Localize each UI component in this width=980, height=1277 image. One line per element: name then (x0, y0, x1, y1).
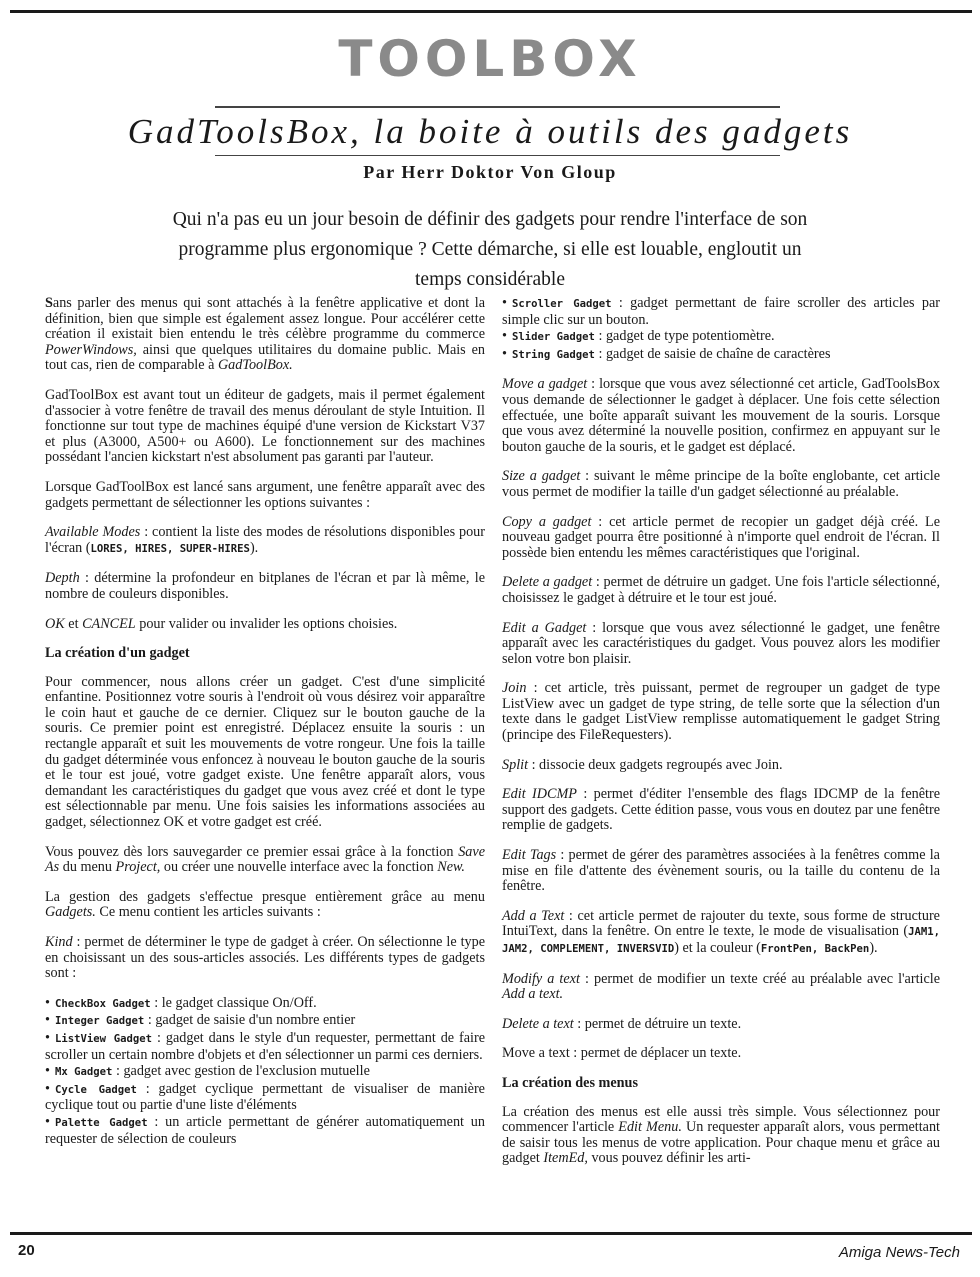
code: ListView Gadget (55, 1032, 153, 1045)
item-join (502, 681, 940, 743)
text: pour valider ou invalider les options choisies. (135, 615, 398, 632)
text: : permet de déterminer le type de gadget à créer. On sélectionne le type en choisissant un des sous-articles associés. Les différents types de gadgets sont : (45, 934, 485, 982)
item-edit-idcmp (502, 787, 940, 834)
text: ). (869, 940, 878, 956)
byline: Par Herr Doktor Von Gloup (363, 162, 617, 182)
text: Vous pouvez dès lors sauvegarder ce premier essai grâce à la fonction (45, 843, 459, 860)
magazine-name: Amiga News-Tech (838, 1244, 960, 1261)
code: JAM1, JAM2, COMPLEMENT, INVERSVID (502, 926, 940, 955)
text: : gadget permettant de faire scroller des articles par simple clic sur un bouton. (502, 295, 940, 328)
text: : lorsque que vous avez sélectionné le gadget, une fenêtre apparaît avec les caractéristiques du gadget. Vous pouvez alors les modifier selon votre bon plaisir. (502, 619, 940, 667)
term: Depth (45, 570, 80, 587)
bullet-icon: • (45, 1029, 50, 1046)
bullet-icon: • (502, 345, 507, 362)
code: CheckBox Gadget (55, 997, 151, 1010)
list-item (45, 1064, 485, 1081)
term: Delete a text (502, 1015, 574, 1032)
section-title: TOOLBOX (338, 30, 642, 88)
text: : gadget dans le style d'un requester, permettant de faire scroller un certain nombre d'objets et d'en sélectionner un parmi ces derniers. (45, 1029, 485, 1063)
text-italic: Save As (45, 843, 485, 876)
term: Available Modes (45, 524, 141, 541)
paragraph (45, 845, 485, 876)
text: : gadget de type potentiomètre. (594, 328, 775, 345)
bottom-rule (10, 1232, 972, 1235)
text-italic: Project, (115, 859, 161, 876)
text: Un requester apparaît alors, vous permettant de saisir tous les menus de votre application. Pour chaque menu et grâce au gadget (502, 1119, 940, 1167)
term: Split (502, 756, 529, 773)
bullet-icon: • (45, 1080, 50, 1097)
subheading: La création d'un gadget (45, 645, 190, 662)
text-italic: Gadgets. (45, 904, 96, 921)
text: : gadget de saisie d'un nombre entier (144, 1012, 356, 1029)
item-modify-text (502, 972, 940, 1003)
text: : détermine la profondeur en bitplanes de l'écran et par là même, le nombre de couleurs disponibles. (45, 570, 485, 602)
item-split (502, 758, 940, 774)
option-ok-cancel (45, 617, 485, 633)
code: LORES, HIRES, SUPER-HIRES (90, 542, 250, 555)
gadget-type-list-continued (502, 296, 940, 363)
text: : lorsque que vous avez sélectionné cet article, GadToolsBox vous demande de sélectionner le gadget à déplacer. Une fois cette sélection effectuée, une boîte apparaît suivant les mouvement de la souris. Lorsque que vous avez déterminé la nouvelle position, confirmez en appuyant sur le bouton gauche de la souris, et le gadget est déplacé. (502, 376, 940, 455)
text: : permet de gérer des paramètres associées à la fenêtres comme la mise en file d'attente des évènement souris, ou la taille du contenu de la fenêtre. (502, 847, 940, 895)
item-edit-gadget (502, 621, 940, 668)
code: Slider Gadget (512, 331, 595, 344)
term: CANCEL (82, 615, 136, 632)
text: : permet de détruire un gadget. Une fois l'article sélectionné, choisissez le gadget à détruire et le tour est joué. (502, 574, 940, 606)
text: : permet de modifier un texte créé au préalable avec l'article (579, 970, 941, 987)
text: ) et la couleur ( (674, 940, 761, 956)
term: OK (45, 615, 65, 632)
bullet-icon: • (45, 994, 50, 1011)
text: : permet de détruire un texte. (573, 1015, 742, 1032)
code: Cycle Gadget (55, 1083, 137, 1096)
text-italic: New. (437, 859, 465, 876)
text-italic: ItemEd, (543, 1150, 588, 1167)
term: Delete a gadget (502, 574, 593, 591)
text: : gadget avec gestion de l'exclusion mutuelle (112, 1063, 370, 1080)
text: La gestion des gadgets s'effectue presque entièrement grâce au menu (45, 888, 485, 905)
item-move-gadget (502, 377, 940, 455)
text: : cet article permet de recopier un gadget déjà créé. Le nouveau gadget pourra être positionné à n'importe quel endroit de l'écran. Il possède bien entendu les mêmes caractéristiques que l'original. (502, 513, 941, 561)
term: Edit Tags (502, 847, 557, 864)
text: : gadget cyclique permettant de visualiser de manière cyclique tout ou partie d'une liste d'éléments (45, 1080, 485, 1114)
term: Edit IDCMP (502, 786, 577, 803)
option-depth (45, 571, 485, 602)
text: ou créer une nouvelle interface avec la fonction (160, 859, 438, 876)
list-item (45, 1115, 485, 1147)
bullet-icon: • (502, 295, 507, 311)
bullet-icon: • (502, 328, 507, 345)
intro-paragraph (45, 296, 485, 374)
term: Copy a gadget (502, 513, 592, 530)
text: : contient la liste des modes de résolutions disponibles pour l'écran ( (45, 524, 485, 556)
item-delete-gadget (502, 575, 940, 606)
text: : un article permettant de générer automatiquement un requester de sélection de couleurs (45, 1113, 485, 1147)
text: : dissocie deux gadgets regroupés avec Join. (528, 756, 783, 773)
paragraph: Pour commencer, nous allons créer un gadget. C'est d'une simplicité enfantine. Positionnez votre souris à l'endroit où vous désirez voir apparaître le coin haut et gauche de ce dernier. Cliquez sur le bouton gauche de la souris. Ce premier point est enregistré. Déplacez ensuite la souris : un rectangle apparaît et suit les mouvements de votre rongeur. Une fois la taille du gadget déterminée vous enfoncez à nouveau le bouton gauche de la souris et le tour est joué, votre gadget existe. Une fenêtre apparaît alors, vous demandant les caractéristiques du gadget que vous avez créé et dont le type est sélectionnable par menu. Une fois saisies les informations associées au gadget, sélectionnez OK et votre gadget est créé. (45, 673, 485, 831)
gadget-type-list (45, 996, 485, 1147)
option-available-modes (45, 525, 485, 557)
bullet-icon: • (45, 1012, 50, 1029)
paragraph (502, 1105, 940, 1167)
text: : le gadget classique On/Off. (150, 994, 317, 1011)
text: ainsi que quelques utilitaires du domaine public. Mais en tout cas, rien de comparable à (45, 341, 485, 374)
term: Modify a text (502, 970, 580, 987)
code: FrontPen, BackPen (760, 943, 870, 955)
paragraph: GadToolBox est avant tout un éditeur de gadgets, mais il permet également d'associer à votre fenêtre de travail des menus déroulant de style Intuition. Il fonctionne sur tout type de machines équipé d'une version de Kickstart V37 et plus (A3000, A500+ ou A600). Le fonctionnement sur des machines possédant l'ancien kickstart n'est absolument pas garanti par l'auteur. (45, 386, 485, 466)
term: Edit a Gadget (502, 619, 587, 636)
paragraph: Lorsque GadToolBox est lancé sans argument, une fenêtre apparaît avec des gadgets permettant de sélectionner les options suivantes : (45, 478, 485, 511)
paragraph (45, 890, 485, 921)
list-item (502, 347, 940, 364)
code: String Gadget (512, 348, 595, 361)
drop-cap: S (45, 295, 53, 311)
text: La création des menus est elle aussi très simple. Vous sélectionnez pour commencer l'article (502, 1103, 940, 1136)
item-kind (45, 935, 485, 982)
term: Add a Text (502, 907, 565, 924)
subheading: La création des menus (502, 1074, 638, 1091)
code: Mx Gadget (55, 1066, 113, 1079)
text: : gadget de saisie de chaîne de caractères (594, 345, 831, 362)
right-column (502, 296, 940, 1181)
bullet-icon: • (45, 1113, 50, 1130)
item-move-text: Move a text : permet de déplacer un texte. (502, 1045, 742, 1062)
list-item (45, 996, 485, 1013)
term: Add a text. (502, 986, 564, 1003)
text-italic: GadToolBox. (217, 357, 293, 374)
article-title: GadToolsBox, la boite à outils des gadgets (127, 112, 853, 151)
text: vous pouvez définir les arti- (587, 1150, 751, 1167)
list-item (502, 296, 940, 328)
item-copy-gadget (502, 515, 940, 562)
text: du menu (59, 859, 116, 876)
list-item (502, 329, 940, 346)
top-rule (10, 10, 972, 13)
text: ans parler des menus qui sont attachés à la fenêtre applicative et dont la définition, bien que simple est également assez longue. Pour accélérer cette création il existait bien entendu le très célèbre programme du commerce (45, 295, 485, 343)
item-delete-text (502, 1017, 940, 1033)
item-size-gadget (502, 469, 940, 500)
text: Ce menu contient les articles suivants : (95, 904, 321, 921)
left-column (45, 296, 485, 1161)
code: Scroller Gadget (512, 298, 612, 310)
code: Palette Gadget (55, 1116, 148, 1129)
list-item (45, 1031, 485, 1063)
term: Kind (45, 934, 73, 950)
text: : cet article permet de rajouter du texte, sous forme de structure IntuiText, dans la fenêtre. On entre le texte, le mode de visualisation ( (502, 907, 940, 940)
page-number: 20 (18, 1242, 35, 1259)
term: Move a gadget (502, 376, 588, 393)
text-italic: PowerWindows, (45, 341, 137, 358)
text-italic: Edit Menu. (618, 1119, 682, 1136)
standfirst: Qui n'a pas eu un jour besoin de définir des gadgets pour rendre l'interface de son programme plus ergonomique ? Cette démarche, si elle est louable, engloutit un temps considérable (172, 209, 808, 290)
item-edit-tags (502, 848, 940, 895)
term: Size a gadget (502, 468, 581, 485)
text: et (64, 615, 83, 632)
text: : suivant le même principe de la boîte englobante, cet article vous permet de modifier la taille d'un gadget sélectionné au préalable. (502, 468, 941, 500)
text: ). (249, 539, 259, 556)
item-add-text (502, 909, 940, 958)
list-item (45, 1013, 485, 1030)
list-item (45, 1082, 485, 1114)
term: Join (502, 680, 527, 697)
title-underline (215, 155, 780, 156)
text: : cet article, très puissant, permet de regrouper un gadget de type ListView avec un gadget de type string, de telle sorte que la sélection d'un texte dans le gadget ListView remplisse automatiquement le gadget String (principe des FileRequesters). (502, 680, 940, 744)
bullet-icon: • (45, 1063, 50, 1080)
text: : permet d'éditer l'ensemble des flags IDCMP de la fenêtre support des gadgets. Cette édition passe, vous vous en doutez par une fenêtre remplie de gadgets. (502, 786, 941, 834)
title-rule (215, 106, 780, 108)
code: Integer Gadget (55, 1015, 145, 1028)
